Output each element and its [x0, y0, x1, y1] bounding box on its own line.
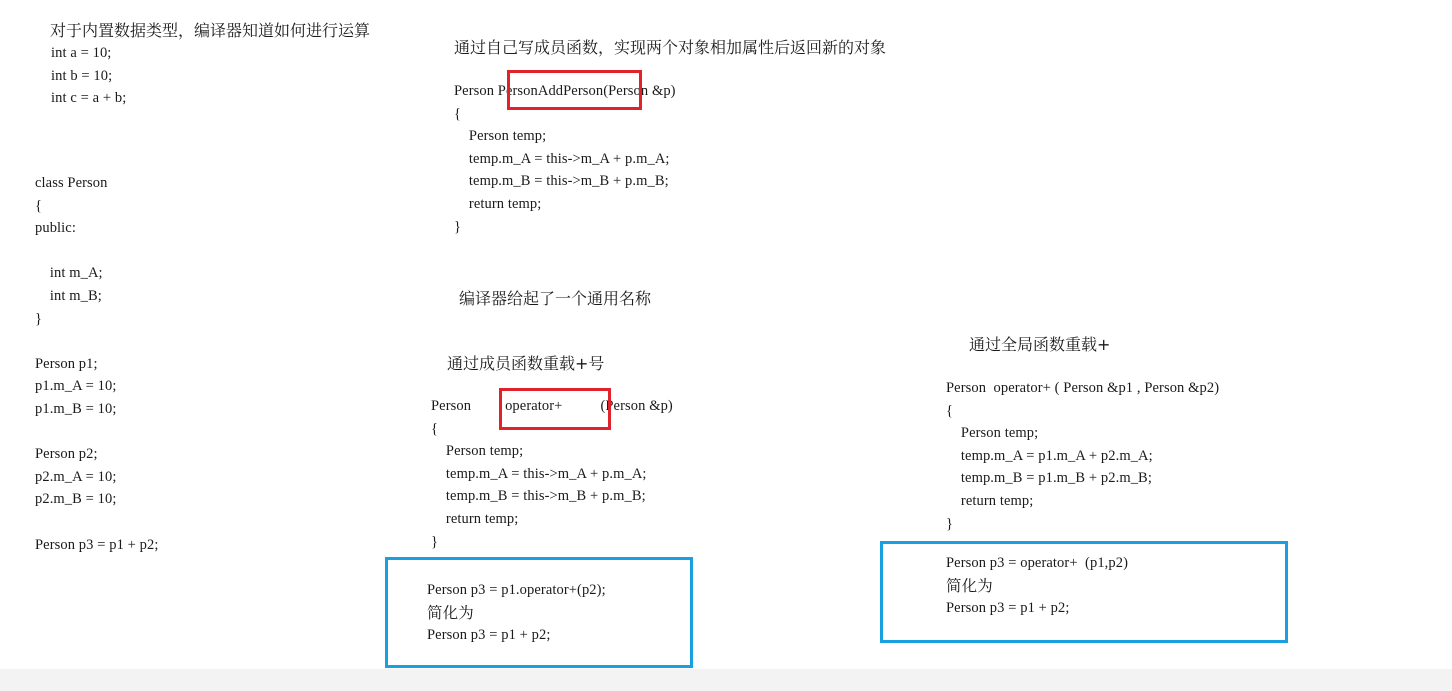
- member-operator-call-code: [427, 579, 606, 647]
- code-line: int b = 10;: [51, 67, 113, 84]
- function-name-highlight: [507, 70, 642, 110]
- code-line: [35, 330, 158, 353]
- code-line: temp.m_A = this->m_A + p.m_A;: [431, 465, 647, 482]
- code-line: Person temp;: [454, 128, 547, 145]
- code-line: [35, 511, 158, 534]
- code-line: temp.m_B = this->m_B + p.m_B;: [454, 173, 669, 190]
- global-operator-title: 通过全局函数重载+: [969, 335, 1111, 354]
- code-line: temp.m_A = p1.m_A + p2.m_A;: [946, 447, 1153, 464]
- code-line: Person temp;: [946, 425, 1039, 442]
- code-line: Person p1;: [35, 355, 98, 372]
- code-line: }: [35, 310, 43, 327]
- code-line: Person p3 = operator+ (p1,p2): [946, 555, 1129, 571]
- code-line: Person p3 = p1 + p2;: [35, 536, 159, 553]
- code-line: }: [946, 515, 954, 532]
- code-line: {: [946, 402, 954, 419]
- global-operator-code: [946, 377, 1219, 535]
- member-operator-title: 通过成员函数重载+号: [447, 354, 605, 373]
- builtin-types-code: [51, 42, 126, 110]
- simplify-label: 简化为: [946, 576, 993, 595]
- member-add-title: 通过自己写成员函数，实现两个对象相加属性后返回新的对象: [454, 38, 887, 57]
- code-line: int c = a + b;: [51, 90, 127, 107]
- code-line: return temp;: [946, 492, 1034, 509]
- bottom-strip: [0, 669, 1452, 691]
- code-line: int a = 10;: [51, 45, 112, 61]
- code-line: Person p3 = p1 + p2;: [427, 627, 551, 644]
- code-line: {: [431, 420, 439, 437]
- code-line: Person temp;: [431, 443, 524, 460]
- code-line: temp.m_A = this->m_A + p.m_A;: [454, 150, 670, 167]
- code-line: {: [454, 105, 462, 122]
- code-line: p2.m_B = 10;: [35, 491, 117, 508]
- operator-name: operator+: [505, 398, 563, 414]
- code-line: Person p2;: [35, 446, 98, 463]
- code-line: [35, 240, 158, 263]
- function-name: PersonAddPerson: [497, 83, 604, 99]
- code-line: temp.m_B = p1.m_B + p2.m_B;: [946, 470, 1152, 487]
- code-line: p1.m_B = 10;: [35, 400, 117, 417]
- code-line: p2.m_A = 10;: [35, 468, 117, 485]
- simplify-label: 简化为: [427, 603, 474, 622]
- signature-suffix: (Person &p): [603, 83, 676, 99]
- code-line: [35, 421, 158, 444]
- global-operator-signature: Person operator+ ( Person &p1 , Person &p2): [946, 380, 1220, 396]
- signature-prefix: Person: [454, 83, 498, 99]
- code-line: public:: [35, 220, 76, 237]
- signature-prefix: Person: [431, 398, 472, 414]
- builtin-types-title: 对于内置数据类型，编译器知道如何进行运算: [50, 21, 371, 40]
- code-line: return temp;: [454, 195, 542, 212]
- code-line: {: [35, 197, 43, 214]
- code-line: p1.m_A = 10;: [35, 378, 117, 395]
- class-person-code: [35, 172, 158, 556]
- generic-name-note: 编译器给起了一个通用名称: [459, 289, 652, 308]
- code-line: temp.m_B = this->m_B + p.m_B;: [431, 488, 646, 505]
- code-line: Person p3 = p1.operator+(p2);: [427, 582, 606, 598]
- operator-name-highlight: [499, 388, 611, 430]
- code-line: Person p3 = p1 + p2;: [946, 600, 1070, 617]
- global-operator-call-code: [946, 552, 1128, 620]
- code-line: }: [454, 218, 462, 235]
- code-line: return temp;: [431, 510, 519, 527]
- code-line: }: [431, 533, 439, 550]
- code-line: int m_B;: [35, 287, 102, 304]
- code-line: class Person: [35, 175, 108, 191]
- signature-suffix: (Person &p): [600, 398, 673, 414]
- code-line: int m_A;: [35, 265, 103, 282]
